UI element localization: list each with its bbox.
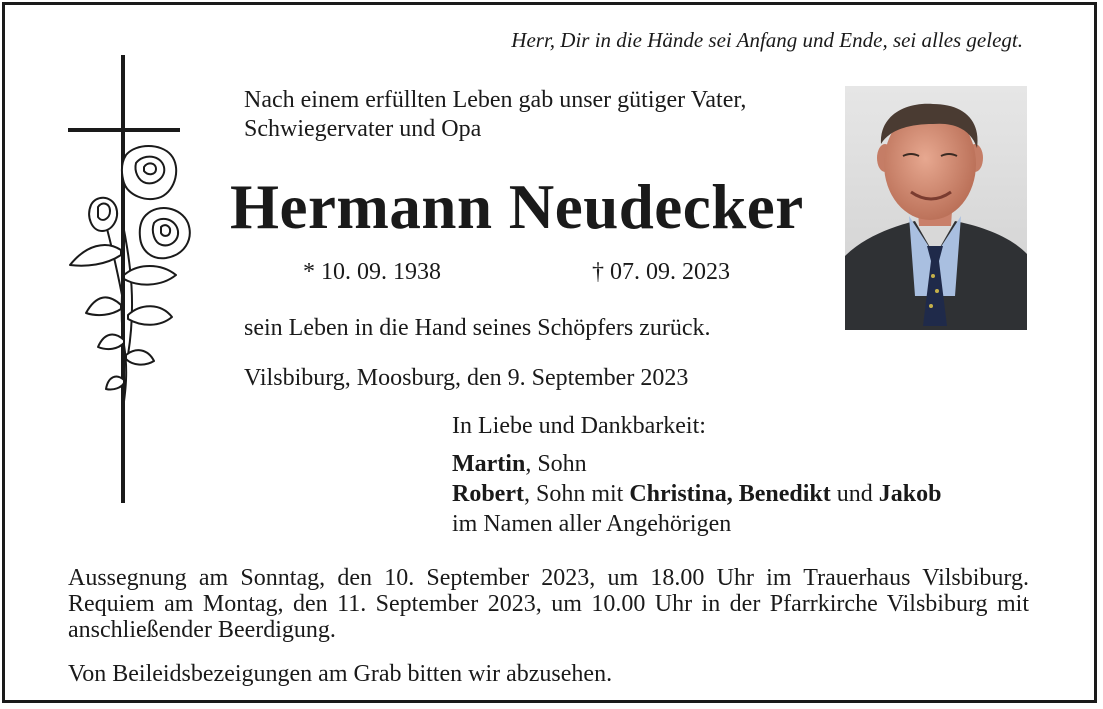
motto-quote: Herr, Dir in die Hände sei Anfang und Ende, sei alles gelegt. [511,28,1023,52]
return-text: sein Leben in die Hand seines Schöpfers zurück. [244,315,711,341]
signatories-heading: In Liebe und Dankbarkeit: [452,413,706,439]
portrait-photo [845,86,1027,330]
deceased-name: Hermann Neudecker [230,172,804,242]
service-details: Aussegnung am Sonntag, den 10. September 2023, um 18.00 Uhr im Trauerhaus Vilsbiburg. Requiem am Montag, den 11. September 2023, um 10.00 Uhr in der Pfarrkirche Vilsbiburg mit anschließender Beerdigung. [68,565,1029,643]
signatory-robert [452,479,941,509]
intro-line-1: Nach einem erfüllten Leben gab unser gütiger Vater, [244,87,747,113]
martin-name: Martin [452,451,526,477]
signatory-martin [452,449,941,479]
place-and-date: Vilsbiburg, Moosburg, den 9. September 2023 [244,365,689,391]
robert-relation: , Sohn mit [523,481,630,507]
signatories [452,411,941,539]
relatives-line: im Namen aller Angehörigen [452,511,732,537]
robert-name: Robert [452,481,524,507]
und-word: und [830,481,879,507]
cross-with-roses-icon [66,55,196,505]
grandchildren-names-1: Christina, Benedikt [629,481,831,507]
grandchildren-names-2: Jakob [878,481,942,507]
martin-relation: , Sohn [525,451,587,477]
intro-line-2: Schwiegervater und Opa [244,116,482,142]
closing-note: Von Beileidsbezeigungen am Grab bitten wir abzusehen. [68,661,613,687]
death-date: † 07. 09. 2023 [592,259,730,285]
birth-date: * 10. 09. 1938 [303,259,441,285]
intro-text [244,86,746,144]
